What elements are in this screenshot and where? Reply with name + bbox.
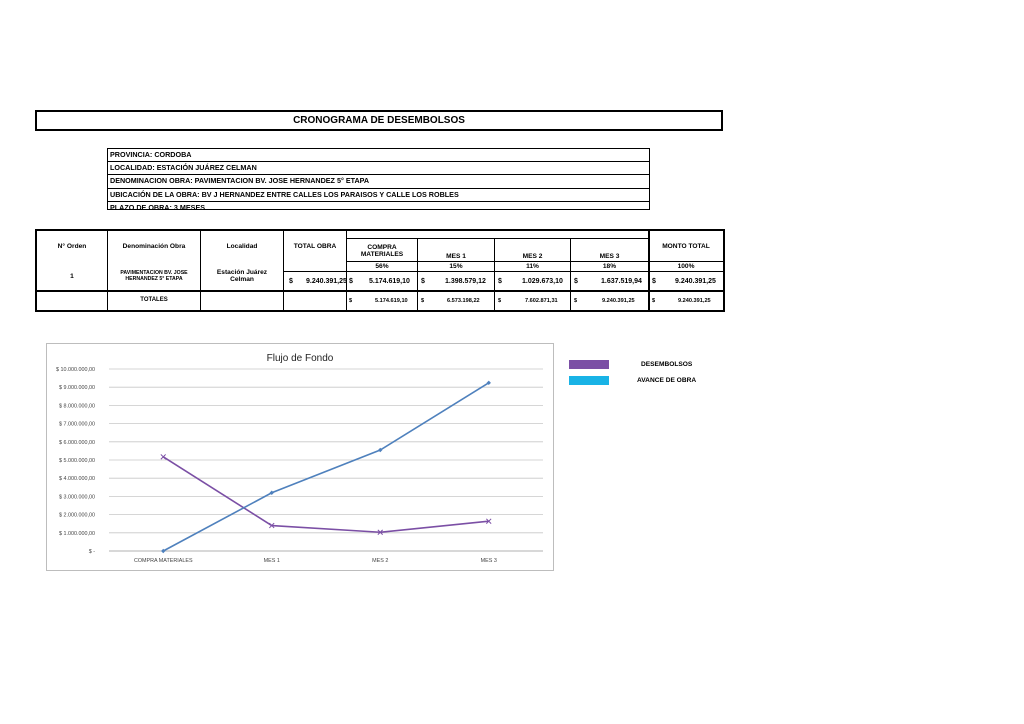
row-localidad: Estación Juárez Celman xyxy=(216,269,268,283)
header-denominacion: Denominación Obra xyxy=(122,242,186,250)
info-plazo: PLAZO DE OBRA: 3 MESES xyxy=(110,202,206,212)
header-monto-total: MONTO TOTAL xyxy=(662,242,710,250)
pct-mes3: 18% xyxy=(602,263,617,270)
header-localidad: Localidad xyxy=(226,242,258,250)
row-compra-currency: $ xyxy=(349,278,353,285)
legend-label-desembolsos: DESEMBOLSOS xyxy=(641,361,693,368)
data-point-marker xyxy=(161,454,166,459)
y-tick-label: $ - xyxy=(88,549,95,555)
totals-mes1: 6.573.198,22 xyxy=(447,298,480,304)
totals-mes1-currency: $ xyxy=(421,298,425,304)
row-mes3-currency: $ xyxy=(574,278,578,285)
totals-label: TOTALES xyxy=(140,297,168,303)
row-mes1: 1.398.579,12 xyxy=(445,278,486,285)
info-denominacion: DENOMINACION OBRA: PAVIMENTACION BV. JOSE HERNANDEZ 5° ETAPA xyxy=(108,175,649,188)
page-title: CRONOGRAMA DE DESEMBOLSOS xyxy=(35,110,723,131)
pct-compra: 56% xyxy=(375,263,389,270)
header-mes1: MES 1 xyxy=(446,252,466,260)
y-tick-label: $ 8.000.000,00 xyxy=(59,403,95,410)
totals-mes3: 9.240.391,25 xyxy=(602,298,635,304)
totals-compra-currency: $ xyxy=(349,298,353,304)
header-compra: COMPRA MATERIALES xyxy=(360,244,404,258)
flujo-de-fondo-chart xyxy=(46,343,554,571)
totals-mes2: 7.602.871,31 xyxy=(525,298,558,304)
info-localidad: LOCALIDAD: ESTACIÓN JUÁREZ CELMAN xyxy=(108,162,649,175)
row-mes2: 1.029.673,10 xyxy=(522,278,563,285)
x-tick-label: MES 1 xyxy=(263,558,280,564)
y-tick-label: $ 6.000.000,00 xyxy=(59,439,95,446)
series-line-0 xyxy=(163,457,489,532)
y-tick-label: $ 5.000.000,00 xyxy=(59,458,95,464)
legend-swatch-desembolsos xyxy=(569,360,609,369)
x-tick-label: COMPRA MATERIALES xyxy=(133,558,193,564)
chart-title: Flujo de Fondo xyxy=(266,353,334,364)
chart-svg xyxy=(47,344,553,570)
y-tick-label: $ 9.000.000,00 xyxy=(59,385,95,392)
y-tick-label: $ 3.000.000,00 xyxy=(59,494,95,501)
y-tick-label: $ 2.000.000,00 xyxy=(59,512,95,519)
y-tick-label: $ 7.000.000,00 xyxy=(59,421,95,428)
y-tick-label: $ 1.000.000,00 xyxy=(59,530,95,537)
row-denominacion: PAVIMENTACION BV. JOSE HERNANDEZ 5° ETAPA xyxy=(120,270,188,282)
project-info-box xyxy=(107,148,650,210)
x-tick-label: MES 3 xyxy=(480,558,497,564)
header-total-obra: TOTAL OBRA xyxy=(293,242,337,250)
header-orden: N° Orden xyxy=(57,242,87,250)
header-mes2: MES 2 xyxy=(522,252,543,260)
row-total-obra-currency: $ xyxy=(289,278,293,285)
totals-monto-total: 9.240.391,25 xyxy=(678,298,711,304)
totals-mes3-currency: $ xyxy=(574,298,578,304)
y-tick-label: $ 10.000.000,00 xyxy=(56,367,95,373)
header-mes3: MES 3 xyxy=(599,252,620,260)
row-monto-total: 9.240.391,25 xyxy=(675,278,716,285)
totals-mes2-currency: $ xyxy=(498,298,502,304)
info-provincia: PROVINCIA: CORDOBA xyxy=(108,149,649,162)
row-mes3: 1.637.519,94 xyxy=(601,278,642,285)
row-monto-total-currency: $ xyxy=(652,278,656,285)
schedule-table xyxy=(35,229,725,312)
legend-swatch-avance xyxy=(569,376,609,385)
row-mes1-currency: $ xyxy=(421,278,425,285)
pct-mes1: 15% xyxy=(449,263,463,270)
row-total-obra: 9.240.391,25 xyxy=(306,278,347,285)
totals-compra: 5.174.619,10 xyxy=(375,298,408,304)
x-tick-label: MES 2 xyxy=(372,558,389,564)
row-mes2-currency: $ xyxy=(498,278,502,285)
y-tick-label: $ 4.000.000,00 xyxy=(59,476,95,483)
row-orden: 1 xyxy=(70,272,74,280)
row-compra: 5.174.619,10 xyxy=(369,278,410,285)
pct-monto-total: 100% xyxy=(677,263,695,270)
totals-monto-total-currency: $ xyxy=(652,298,656,304)
info-ubicacion: UBICACIÓN DE LA OBRA: BV J HERNANDEZ ENTRE CALLES LOS PARAISOS Y CALLE LOS ROBLES xyxy=(108,189,649,202)
pct-mes2: 11% xyxy=(526,263,539,270)
legend-label-avance: AVANCE DE OBRA xyxy=(637,377,697,384)
